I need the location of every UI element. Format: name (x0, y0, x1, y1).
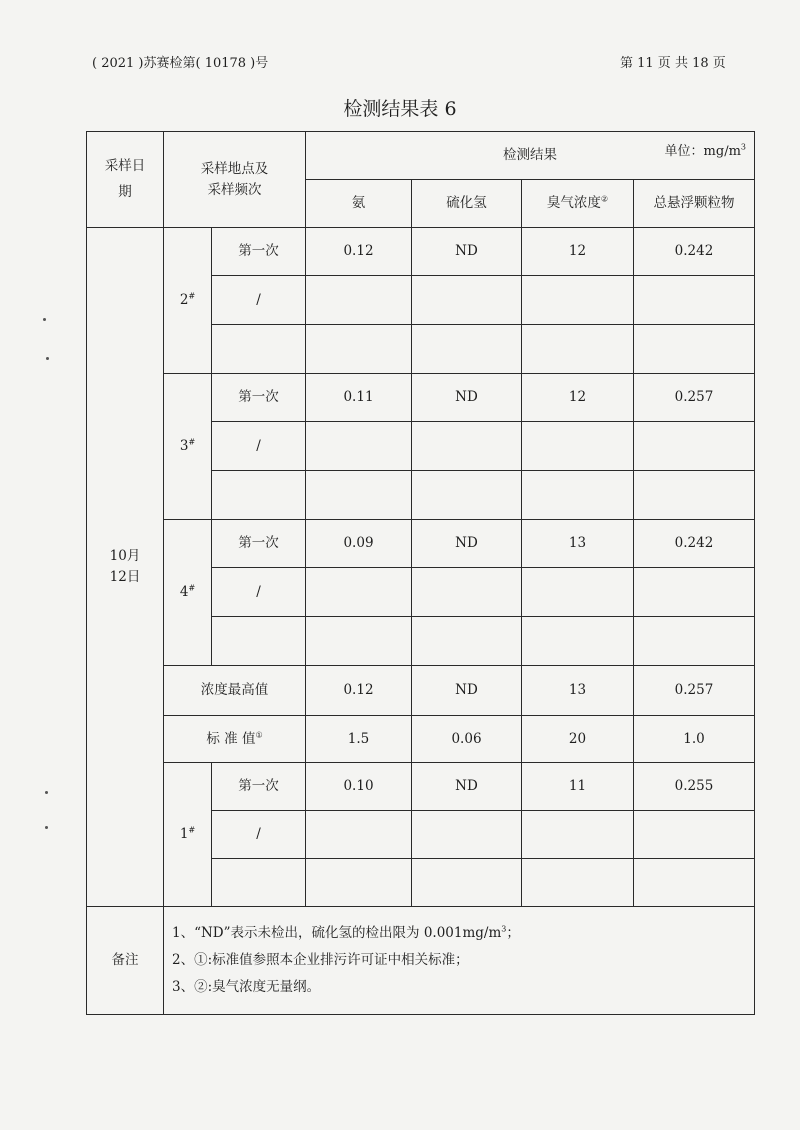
freq-label: 第一次 (212, 374, 306, 422)
empty-cell (634, 471, 755, 520)
empty-cell (634, 568, 755, 617)
param-tsp: 总悬浮颗粒物 (634, 180, 755, 228)
value-cell: 0.06 (412, 716, 522, 763)
results-table (86, 131, 755, 1015)
freq-label: 第一次 (212, 520, 306, 568)
empty-cell (634, 325, 755, 374)
empty-cell (634, 617, 755, 666)
value-cell: 0.09 (306, 520, 412, 568)
empty-cell (306, 276, 412, 325)
empty-cell (306, 568, 412, 617)
scan-speck (45, 791, 48, 794)
empty-cell (522, 811, 634, 859)
value-cell: 11 (522, 763, 634, 811)
empty-cell (412, 422, 522, 471)
header-results (306, 132, 755, 180)
value-cell: 1.0 (634, 716, 755, 763)
empty-cell (412, 568, 522, 617)
empty-cell (522, 276, 634, 325)
param-odor: 臭气浓度② (522, 180, 634, 228)
empty-cell (634, 811, 755, 859)
value-cell: 0.242 (634, 520, 755, 568)
sampling-date (87, 228, 164, 907)
scan-speck (45, 826, 48, 829)
note-line-1: 1、“ND”表示未检出，硫化氢的检出限为 $0.001mg/m^3$； (172, 924, 520, 941)
empty-cell (212, 617, 306, 666)
freq-label: 第一次 (212, 228, 306, 276)
empty-cell (412, 325, 522, 374)
empty-cell (412, 811, 522, 859)
page-info: 第 11 页 共 18 页 (620, 56, 726, 71)
value-cell: 0.12 (306, 228, 412, 276)
empty-cell (522, 325, 634, 374)
site-label: 1# (164, 763, 212, 907)
header-results-label: 检测结果 (503, 147, 557, 164)
note-line-3: 3、②:臭气浓度无量纲。 (172, 979, 321, 995)
report-number: ( 2021 )苏赛检第( 10178 )号 (92, 56, 269, 71)
empty-cell (306, 859, 412, 907)
value-cell: 0.11 (306, 374, 412, 422)
value-cell: 13 (522, 520, 634, 568)
empty-cell (634, 276, 755, 325)
empty-cell (634, 422, 755, 471)
header-location (164, 132, 306, 228)
param-h2s: 硫化氢 (412, 180, 522, 228)
value-cell: 20 (522, 716, 634, 763)
empty-cell (522, 617, 634, 666)
empty-cell (522, 568, 634, 617)
unit-label: 单位：$mg/m^3$ (664, 142, 746, 159)
notes-label: 备注 (87, 907, 164, 1015)
empty-cell (212, 859, 306, 907)
empty-cell (306, 811, 412, 859)
value-cell: 0.257 (634, 374, 755, 422)
site-label: 3# (164, 374, 212, 520)
freq-slash: / (212, 568, 306, 617)
header-date-text: 采样日期 (104, 157, 146, 200)
freq-slash: / (212, 276, 306, 325)
empty-cell (412, 276, 522, 325)
value-cell: 0.12 (306, 666, 412, 716)
empty-cell (306, 325, 412, 374)
empty-cell (412, 471, 522, 520)
value-cell: 0.10 (306, 763, 412, 811)
max-row-label: 浓度最高值 (164, 666, 306, 716)
empty-cell (522, 422, 634, 471)
value-cell: ND (412, 763, 522, 811)
table-title: 检测结果表 6 (343, 98, 457, 120)
empty-cell (522, 859, 634, 907)
scan-speck (46, 357, 49, 360)
freq-slash: / (212, 811, 306, 859)
site-label: 4# (164, 520, 212, 666)
std-row-label: 标 准 值① (164, 716, 306, 763)
value-cell: ND (412, 228, 522, 276)
note-line-2: 2、①:标准值参照本企业排污许可证中相关标准； (172, 952, 469, 968)
empty-cell (212, 471, 306, 520)
value-cell: 12 (522, 228, 634, 276)
value-cell: ND (412, 374, 522, 422)
site-label: 2# (164, 228, 212, 374)
param-ammonia: 氨 (306, 180, 412, 228)
notes-text (164, 907, 755, 1015)
empty-cell (306, 617, 412, 666)
empty-cell (522, 471, 634, 520)
value-cell: 0.255 (634, 763, 755, 811)
value-cell: 1.5 (306, 716, 412, 763)
empty-cell (412, 859, 522, 907)
value-cell: ND (412, 520, 522, 568)
empty-cell (212, 325, 306, 374)
value-cell: 0.242 (634, 228, 755, 276)
date-day: 12日 (109, 569, 141, 585)
empty-cell (412, 617, 522, 666)
empty-cell (634, 859, 755, 907)
value-cell: ND (412, 666, 522, 716)
freq-label: 第一次 (212, 763, 306, 811)
empty-cell (306, 422, 412, 471)
header-location-line2: 采样频次 (207, 181, 262, 198)
value-cell: 0.257 (634, 666, 755, 716)
freq-slash: / (212, 422, 306, 471)
header-location-line1: 采样地点及 (200, 160, 269, 177)
date-month: 10月 (109, 548, 141, 565)
empty-cell (306, 471, 412, 520)
header-date (87, 132, 164, 228)
value-cell: 13 (522, 666, 634, 716)
scan-speck (43, 318, 46, 321)
value-cell: 12 (522, 374, 634, 422)
